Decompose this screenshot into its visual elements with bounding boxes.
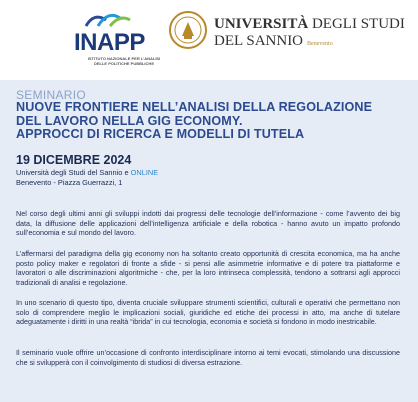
event-title-line1: NUOVE FRONTIERE NELL’ANALISI DELLA REGOLAZIONE	[16, 100, 373, 114]
university-name-line1: UNIVERSITÀ DEGLI STUDI	[214, 16, 405, 32]
event-title	[16, 101, 408, 142]
body-paragraph-4: Il seminario vuole offrire un’occasione di confronto interdisciplinare intorno ai temi evocati, stimolando una discussione che si svilupperà con il coinvolgimento di studiosi di diversa estrazione.	[16, 348, 400, 367]
inapp-subtitle-line1: ISTITUTO NAZIONALE PER L'ANALISI	[87, 56, 161, 61]
inapp-subtitle-line2: DELLE POLITICHE PUBBLICHE	[93, 61, 154, 66]
event-title-line3: APPROCCI DI RICERCA E MODELLI DI TUTELA	[16, 127, 305, 141]
venue-name: Università degli Studi del Sannio e	[16, 168, 131, 177]
header-banner	[0, 0, 418, 80]
event-title-line2: DEL LAVORO NELLA GIG ECONOMY.	[16, 113, 243, 128]
body-paragraph-3: In uno scenario di questo tipo, diventa cruciale sviluppare strumenti scientifici, culturali e operativi che permettano non solo di comprendere meglio le implicazioni sociali, giuridiche ed etiche dei processi in atto, ma anche di tutelare adeguatamente i diritti in una realtà “ibrida” in cui tecnologia, economia e società si fondono in modo inestricabile.	[16, 298, 400, 327]
event-date: 19 DICEMBRE 2024	[16, 153, 132, 167]
event-address: Benevento - Piazza Guerrazzi, 1	[16, 178, 123, 187]
inapp-logo	[66, 10, 184, 70]
university-city: Benevento	[307, 41, 333, 47]
university-name-line2: DEL SANNIO Benevento	[214, 33, 333, 49]
event-venue	[16, 168, 158, 178]
university-seal-icon	[168, 10, 208, 50]
unisannio-logo	[168, 10, 405, 60]
body-paragraph-1: Nel corso degli ultimi anni gli sviluppi indotti dai progressi delle tecnologie dell’informazione - come l’avvento dei big data, la diffusione delle applicazioni dell’intelligenza artificiale e della robotica - hanno avuto un impatto profondo sull’economia e sul mondo del lavoro.	[16, 209, 400, 238]
inapp-name: INAPP	[74, 29, 145, 56]
body-paragraph-2: L’affermarsi del paradigma della gig economy non ha soltanto creato opportunità di crescita economica, ma ha anche posto policy maker e regolatori di fronte a sfide - si pensi alle asimmetrie informative e di potere tra piattaforme e lavoratori o alle discriminazioni algoritmiche - che, per la loro intrinseca complessità, tendono a sottrarsi agli approcci tradizionali di analisi e regolazione.	[16, 249, 400, 288]
inapp-subtitle	[66, 56, 182, 66]
online-link[interactable]: ONLINE	[130, 168, 159, 177]
inapp-mark-icon	[80, 10, 134, 30]
event-type-label: SEMINARIO	[16, 88, 87, 102]
